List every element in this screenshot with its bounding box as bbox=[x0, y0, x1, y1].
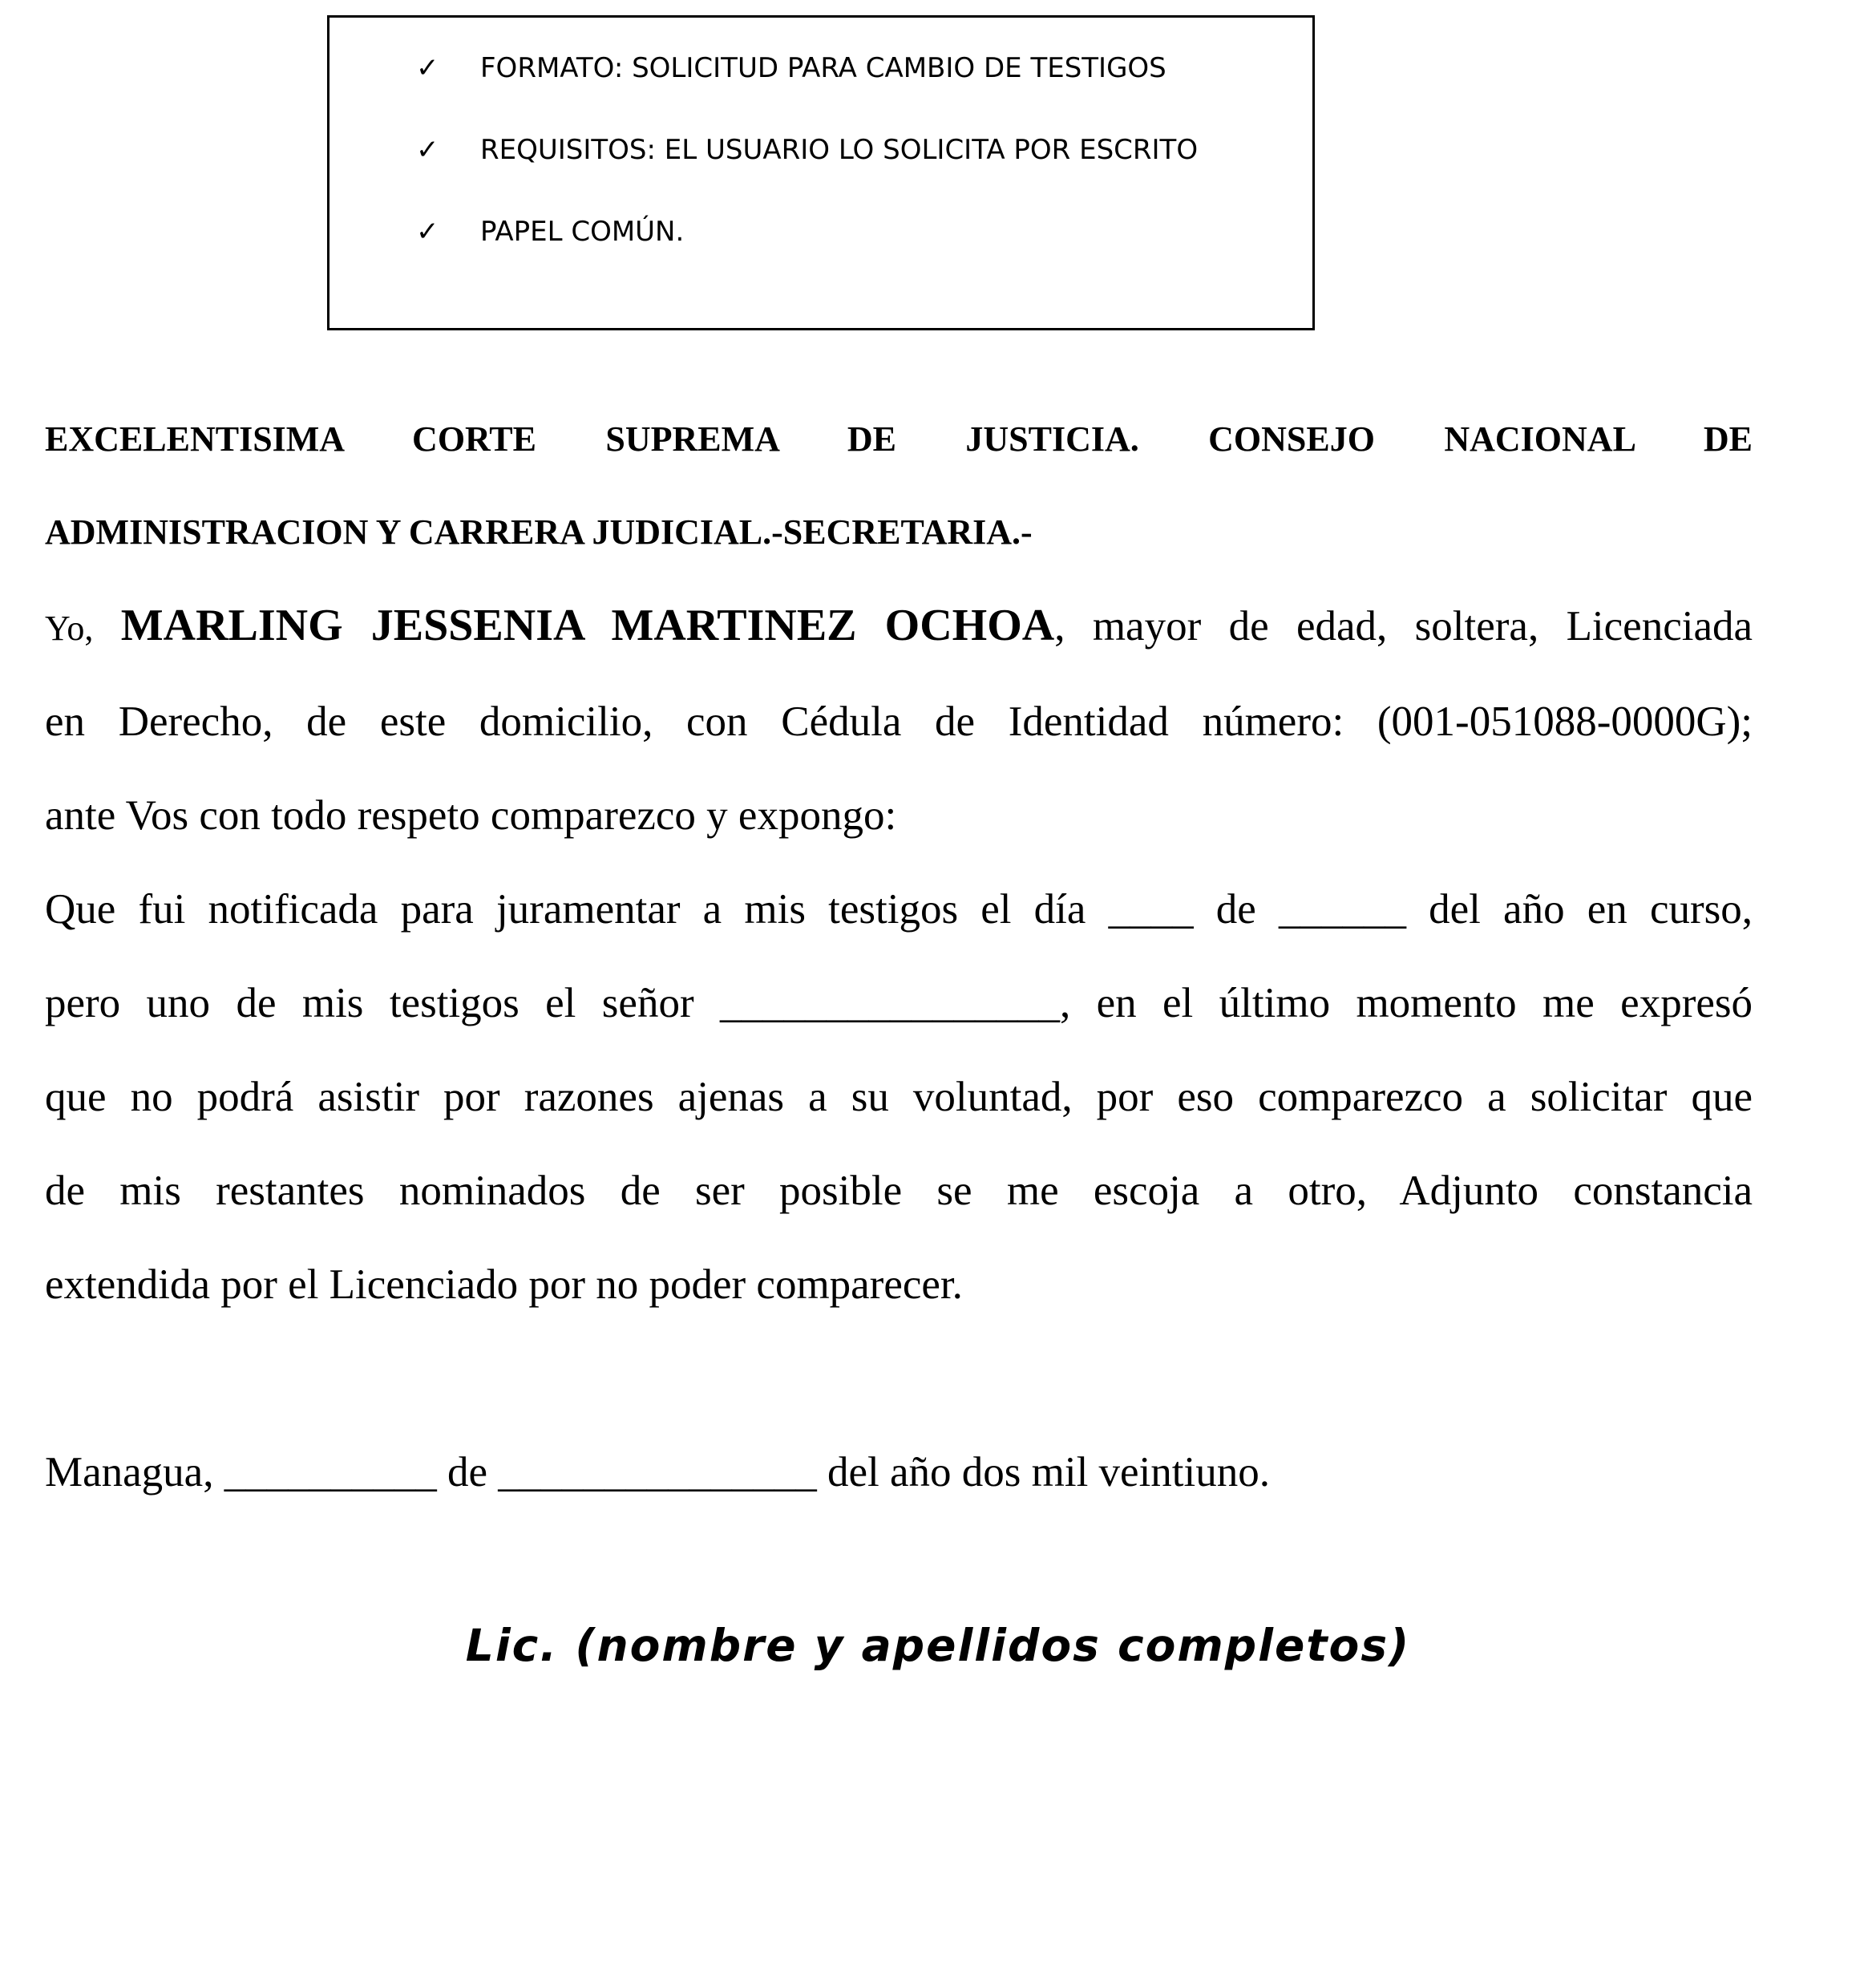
intro-yo: Yo, bbox=[45, 609, 94, 648]
intro-line-1-rest: , mayor de edad, soltera, Licenciada bbox=[1054, 603, 1753, 650]
intro-line-1 bbox=[45, 579, 1753, 675]
requirement-item bbox=[416, 114, 1198, 196]
requirement-text: PAPEL COMÚN. bbox=[480, 216, 685, 248]
heading-line-2: ADMINISTRACION Y CARRERA JUDICIAL.-SECRETARIA.- bbox=[45, 512, 1033, 552]
requirement-text: FORMATO: SOLICITUD PARA CAMBIO DE TESTIGOS bbox=[480, 52, 1166, 84]
body-line-5: extendida por el Licenciado por no poder comparecer. bbox=[45, 1261, 963, 1308]
intro-line-3: ante Vos con todo respeto comparezco y expongo: bbox=[45, 792, 897, 839]
place-and-date: Managua, __________ de _______________ del año dos mil veintiuno. bbox=[45, 1449, 1270, 1496]
body-line-1: Que fui notificada para juramentar a mis testigos el día ____ de ______ del año en curso, bbox=[45, 886, 1753, 933]
body-line-2: pero uno de mis testigos el señor ________________, en el último momento me expresó bbox=[45, 980, 1753, 1026]
checkmark-icon: ✓ bbox=[416, 52, 439, 84]
applicant-name: MARLING JESSENIA MARTINEZ OCHOA bbox=[120, 601, 1055, 650]
requirements-list bbox=[416, 32, 1198, 277]
requirement-text: REQUISITOS: EL USUARIO LO SOLICITA POR ESCRITO bbox=[480, 134, 1199, 166]
requirements-box bbox=[327, 15, 1315, 330]
body-line-3: que no podrá asistir por razones ajenas a su voluntad, por eso comparezco a solicitar que bbox=[45, 1074, 1753, 1120]
body-line-4: de mis restantes nominados de ser posible se me escoja a otro, Adjunto constancia bbox=[45, 1168, 1753, 1214]
checkmark-icon: ✓ bbox=[416, 134, 439, 166]
intro-paragraph bbox=[45, 579, 1753, 863]
body-paragraph bbox=[45, 863, 1753, 1332]
requirement-item bbox=[416, 196, 1198, 277]
signature-line: Lic. (nombre y apellidos completos) bbox=[465, 1620, 1411, 1671]
checkmark-icon: ✓ bbox=[416, 216, 439, 248]
document-body bbox=[45, 393, 1753, 1520]
requirement-item bbox=[416, 32, 1198, 114]
heading-line-1: EXCELENTISIMA CORTE SUPREMA DE JUSTICIA. CONSEJO NACIONAL DE bbox=[45, 419, 1753, 459]
addressee-heading bbox=[45, 393, 1753, 579]
intro-line-2: en Derecho, de este domicilio, con Cédula de Identidad número: (001-051088-0000G); bbox=[45, 698, 1753, 745]
